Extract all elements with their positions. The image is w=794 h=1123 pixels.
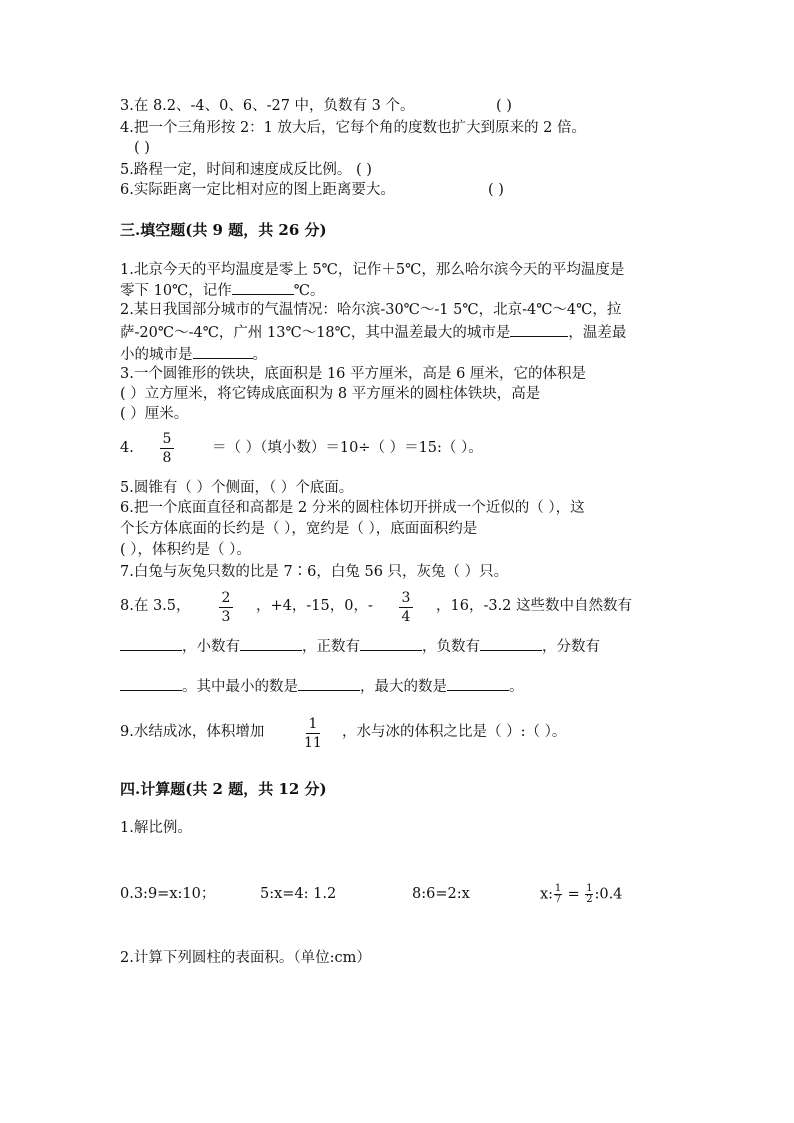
fraction-5-8: 5 8 [160,431,174,466]
answer-blank[interactable] [120,676,182,691]
answer-blank[interactable] [240,636,302,651]
fill-q4-number: 4. [120,440,134,456]
proportion-2: 5:x=4: 1.2 [260,886,337,902]
answer-blank[interactable] [120,636,182,651]
answer-blank[interactable] [480,636,542,651]
judge-q6-paren: ( ) [488,182,504,198]
fill-q8-b: ，+4，-15，0，- [256,598,373,614]
calc-q1: 1.解比例。 [120,820,192,836]
proportion-3: 8:6=2:x [412,886,470,902]
proportion-4: x: $\frac{1}{7}$ = $\frac{1}{2}$ :0.4 [540,883,623,905]
fill-q8-c: ，16，-3.2 这些数中自然数有 [436,598,633,614]
fill-q2-line2: 萨-20℃～-4℃，广州 13℃～18℃，其中温差最大的城市是 ，温差最 [120,322,626,343]
section-fill-heading: 三.填空题(共 9 题，共 26 分) [120,221,327,239]
fill-q7: 7.白兔与灰兔只数的比是 7∶6，白兔 56 只，灰兔（ ）只。 [120,564,509,580]
fraction-1-11: 1 11 [304,716,322,751]
fill-q8-line2: ，小数有 ，正数有 ，负数有 ，分数有 [120,636,600,657]
judge-q3: 3.在 8.2、-4、0、6、-27 中，负数有 3 个。 [120,98,415,114]
fill-q4-rest: ＝（ ）（填小数）＝10÷（ ）＝15:（ ）。 [212,440,483,456]
answer-blank[interactable] [298,676,360,691]
fraction-3-4: 3 4 [399,590,413,625]
fill-q6-line3: ( ），体积约是（ ）。 [120,542,251,558]
proportion-1: 0.3:9=x:10； [120,886,216,902]
fill-q1-line2: 零下 10℃，记作 ℃。 [120,280,325,301]
judge-q4: 4.把一个三角形按 2：1 放大后，它每个角的度数也扩大到原来的 2 倍。 [120,120,586,136]
fraction-bar [399,607,413,608]
fraction-bar [306,733,320,734]
fill-q3-line3: ( ）厘米。 [120,406,189,422]
fill-q9-b: ，水与冰的体积之比是（ ）:（ ）。 [342,724,567,740]
fill-q2-line1: 2.某日我国部分城市的气温情况：哈尔滨-30℃～-1 5℃，北京-4℃～4℃，拉 [120,302,622,318]
fraction-1-2: $\frac{1}{2}$ [586,883,593,905]
fraction-1-7: $\frac{1}{7}$ [554,883,562,905]
fill-q8-a: 8.在 3.5， [120,598,191,614]
fraction-bar [219,607,233,608]
fill-q2-line3: 小的城市是 。 [120,344,267,365]
fill-q6-line2: 个长方体底面的长约是（ ），宽约是（ ），底面面积约是 [120,521,478,537]
answer-blank[interactable] [510,322,568,337]
fill-q1-line1: 1.北京今天的平均温度是零上 5℃，记作＋5℃，那么哈尔滨今天的平均温度是 [120,262,625,278]
judge-q4-paren: ( ) [134,140,150,156]
calc-q2: 2.计算下列圆柱的表面积。（单位:cm） [120,950,371,966]
fill-q3-line2: ( ）立方厘米，将它铸成底面积为 8 平方厘米的圆柱体铁块，高是 [120,386,541,402]
section-calc-heading: 四.计算题(共 2 题，共 12 分) [120,780,327,798]
fill-q6-line1: 6.把一个底面直径和高都是 2 分米的圆柱体切开拼成一个近似的（ ），这 [120,500,585,516]
fill-q9-a: 9.水结成冰，体积增加 [120,724,265,740]
judge-q6: 6.实际距离一定比相对应的图上距离要大。 [120,182,395,198]
fraction-2-3: 2 3 [219,590,233,625]
answer-blank[interactable] [193,344,253,359]
fraction-bar [160,448,174,449]
judge-q5: 5.路程一定，时间和速度成反比例。 ( ) [120,162,372,178]
fill-q8-line3: 。其中最小的数是 ，最大的数是 。 [120,676,524,697]
answer-blank[interactable] [447,676,509,691]
fill-q3-line1: 3.一个圆锥形的铁块，底面积是 16 平方厘米，高是 6 厘米，它的体积是 [120,366,586,382]
fill-q5: 5.圆锥有（ ）个侧面，（ ）个底面。 [120,480,354,496]
answer-blank[interactable] [232,280,294,295]
judge-q3-paren: ( ) [496,98,512,114]
answer-blank[interactable] [360,636,422,651]
